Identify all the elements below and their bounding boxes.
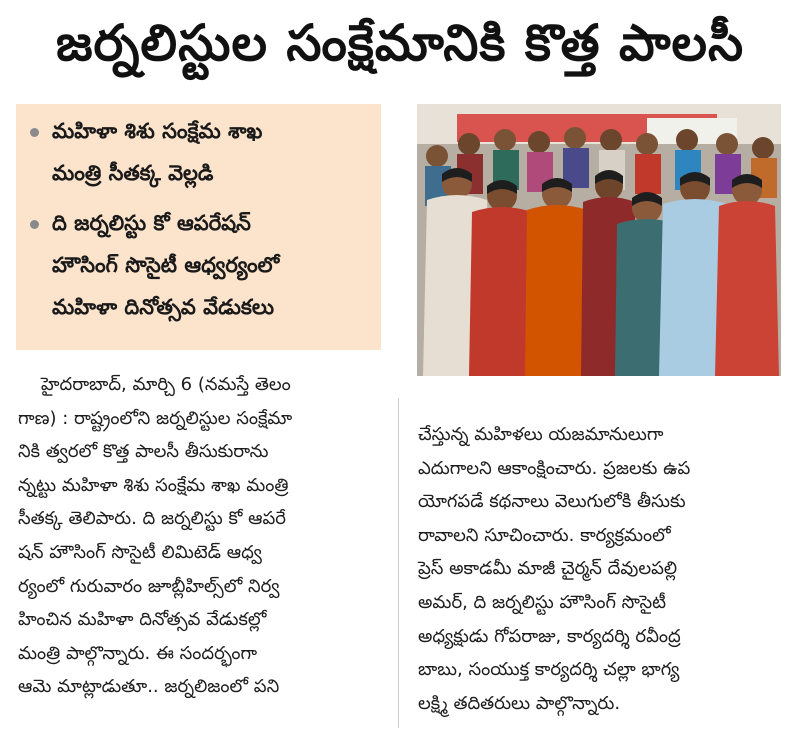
article-line: అధ్యక్షుడు గోపరాజు, కార్యదర్శి రవీంద్ర bbox=[418, 625, 681, 647]
highlight-line: మంత్రి సీతక్క వెల్లడి bbox=[52, 161, 214, 185]
highlight-text bbox=[52, 202, 279, 328]
highlight-line: మహిళా శిశు సంక్షేమ శాఖ bbox=[52, 119, 263, 143]
article-line: రావాలని సూచించారు. కార్యక్రమంలో bbox=[418, 524, 671, 546]
article-line: యోగపడే కథనాలు వెలుగులోకి తీసుకు bbox=[418, 491, 686, 513]
article-line: సీతక్క తెలిపారు. ది జర్నలిస్టు కో ఆపరే bbox=[18, 508, 286, 530]
highlight-line: ది జర్నలిస్టు కో ఆపరేషన్ bbox=[52, 211, 251, 235]
highlights-box bbox=[16, 104, 381, 350]
article-line: హైదరాబాద్, మార్చి 6 (నమస్తే తెలం bbox=[18, 374, 291, 395]
bullet-icon bbox=[30, 128, 39, 137]
article-column-left bbox=[18, 368, 380, 704]
article-line: ఆమె మాట్లాడుతూ.. జర్నలిజంలో పని bbox=[18, 676, 280, 698]
article-line: ర్యంలో గురువారం జూబ్లీహిల్స్‌లో నిర్వ bbox=[18, 575, 280, 597]
highlight-line: మహిళా దినోత్సవ వేడుకలు bbox=[52, 295, 274, 319]
article-line: ప్రెస్ అకాడమీ మాజీ చైర్మన్ దేవులపల్లి bbox=[418, 558, 678, 580]
article-line: బాబు, సంయుక్త కార్యదర్శి చల్లా భాగ్య bbox=[418, 659, 680, 681]
article-column-right bbox=[418, 418, 782, 720]
highlight-line: హౌసింగ్ సొసైటీ ఆధ్వర్యంలో bbox=[52, 253, 280, 277]
article-line: లక్ష్మి తదితరులు పాల్గొన్నారు. bbox=[418, 692, 621, 714]
article-line: నికి త్వరలో కొత్త పాలసీ తీసుకురాను bbox=[18, 441, 269, 463]
highlight-text bbox=[52, 110, 262, 194]
headline: జర్నలిస్టుల సంక్షేమానికి కొత్త పాలసీ bbox=[55, 14, 745, 72]
group-photo-women-icon bbox=[417, 104, 781, 376]
article-line: ఎదుగాలని ఆకాంక్షించారు. ప్రజలకు ఉప bbox=[418, 457, 691, 479]
column-divider bbox=[398, 398, 399, 728]
article-line: అమర్, ది జర్నలిస్టు హౌసింగ్ సొసైటీ bbox=[418, 591, 667, 613]
article-line: మంత్రి పాల్గొన్నారు. ఈ సందర్భంగా bbox=[18, 642, 258, 664]
photo-illustration bbox=[417, 104, 781, 376]
article-line: న్నట్టు మహిళా శిశు సంక్షేమ శాఖ మంత్రి bbox=[18, 474, 289, 496]
article-line: గాణ) : రాష్ట్రంలోని జర్నలిస్టుల సంక్షేమా bbox=[18, 407, 293, 429]
article-line: చేస్తున్న మహిళలు యజమానులుగా bbox=[418, 424, 664, 445]
article-line: హించిన మహిళా దినోత్సవ వేడుకల్లో bbox=[18, 609, 267, 631]
bullet-icon bbox=[30, 220, 39, 229]
article-line: షన్ హౌసింగ్ సొసైటీ లిమిటెడ్ ఆధ్వ bbox=[18, 541, 262, 563]
